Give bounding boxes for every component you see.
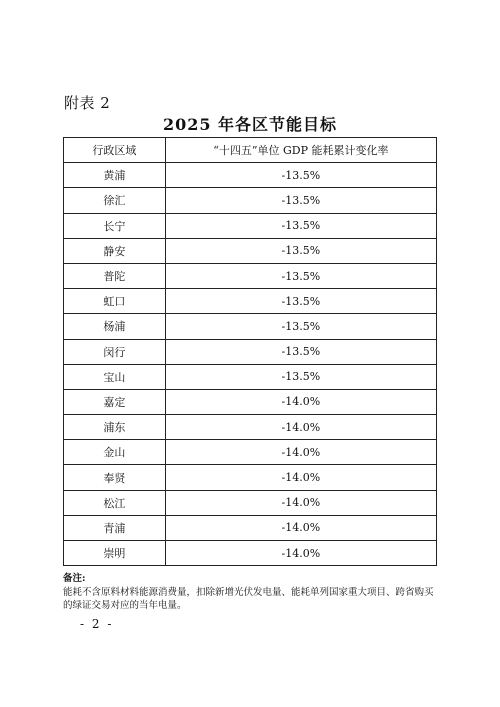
rate-cell: -14.0% (165, 440, 436, 465)
district-cell: 黄浦 (64, 163, 166, 188)
rate-cell: -13.5% (165, 364, 436, 389)
rate-cell: -13.5% (165, 213, 436, 238)
table-row (64, 440, 437, 465)
notes-label: 备注: (63, 573, 86, 584)
table-row (64, 415, 437, 440)
rate-cell: -14.0% (165, 389, 436, 414)
rate-cell: -14.0% (165, 541, 436, 566)
table-row (64, 314, 437, 339)
district-cell: 宝山 (64, 364, 166, 389)
rate-cell: -13.5% (165, 188, 436, 213)
district-cell: 静安 (64, 238, 166, 263)
rate-cell: -13.5% (165, 263, 436, 288)
table-title: 2025 年各区节能目标 (162, 115, 338, 134)
rate-cell: -14.0% (165, 515, 436, 540)
district-cell: 松江 (64, 490, 166, 515)
rate-cell: -14.0% (165, 490, 436, 515)
table-row (64, 515, 437, 540)
rate-cell: -14.0% (165, 465, 436, 490)
table-row (64, 213, 437, 238)
header-district: 行政区域 (64, 138, 166, 163)
district-cell: 奉贤 (64, 465, 166, 490)
district-cell: 虹口 (64, 289, 166, 314)
notes-text: 能耗不含原料材料能源消费量，扣除新增光伏发电量、能耗单列国家重大项目、跨省购买的绿证交易对应的当年电量。 (63, 586, 434, 611)
rate-cell: -13.5% (165, 339, 436, 364)
district-cell: 杨浦 (64, 314, 166, 339)
table-row (64, 263, 437, 288)
district-cell: 崇明 (64, 541, 166, 566)
rate-cell: -13.5% (165, 314, 436, 339)
table-row (64, 188, 437, 213)
table-row (64, 163, 437, 188)
table-row (64, 289, 437, 314)
rate-cell: -13.5% (165, 238, 436, 263)
district-cell: 普陀 (64, 263, 166, 288)
table-row (64, 364, 437, 389)
appendix-label: 附表 2 (64, 94, 111, 112)
district-cell: 金山 (64, 440, 166, 465)
rate-cell: -14.0% (165, 415, 436, 440)
district-cell: 徐汇 (64, 188, 166, 213)
rate-cell: -13.5% (165, 289, 436, 314)
table-row (64, 465, 437, 490)
table-row (64, 490, 437, 515)
targets-table (63, 137, 437, 566)
header-row (64, 138, 437, 163)
district-cell: 浦东 (64, 415, 166, 440)
table-row (64, 389, 437, 414)
table-notes (63, 572, 437, 613)
district-cell: 青浦 (64, 515, 166, 540)
district-cell: 闵行 (64, 339, 166, 364)
district-cell: 嘉定 (64, 389, 166, 414)
page-number: - 2 - (80, 617, 114, 631)
table-row (64, 541, 437, 566)
header-change-rate: “十四五”单位 GDP 能耗累计变化率 (165, 138, 436, 163)
table-row (64, 238, 437, 263)
table-row (64, 339, 437, 364)
district-cell: 长宁 (64, 213, 166, 238)
rate-cell: -13.5% (165, 163, 436, 188)
